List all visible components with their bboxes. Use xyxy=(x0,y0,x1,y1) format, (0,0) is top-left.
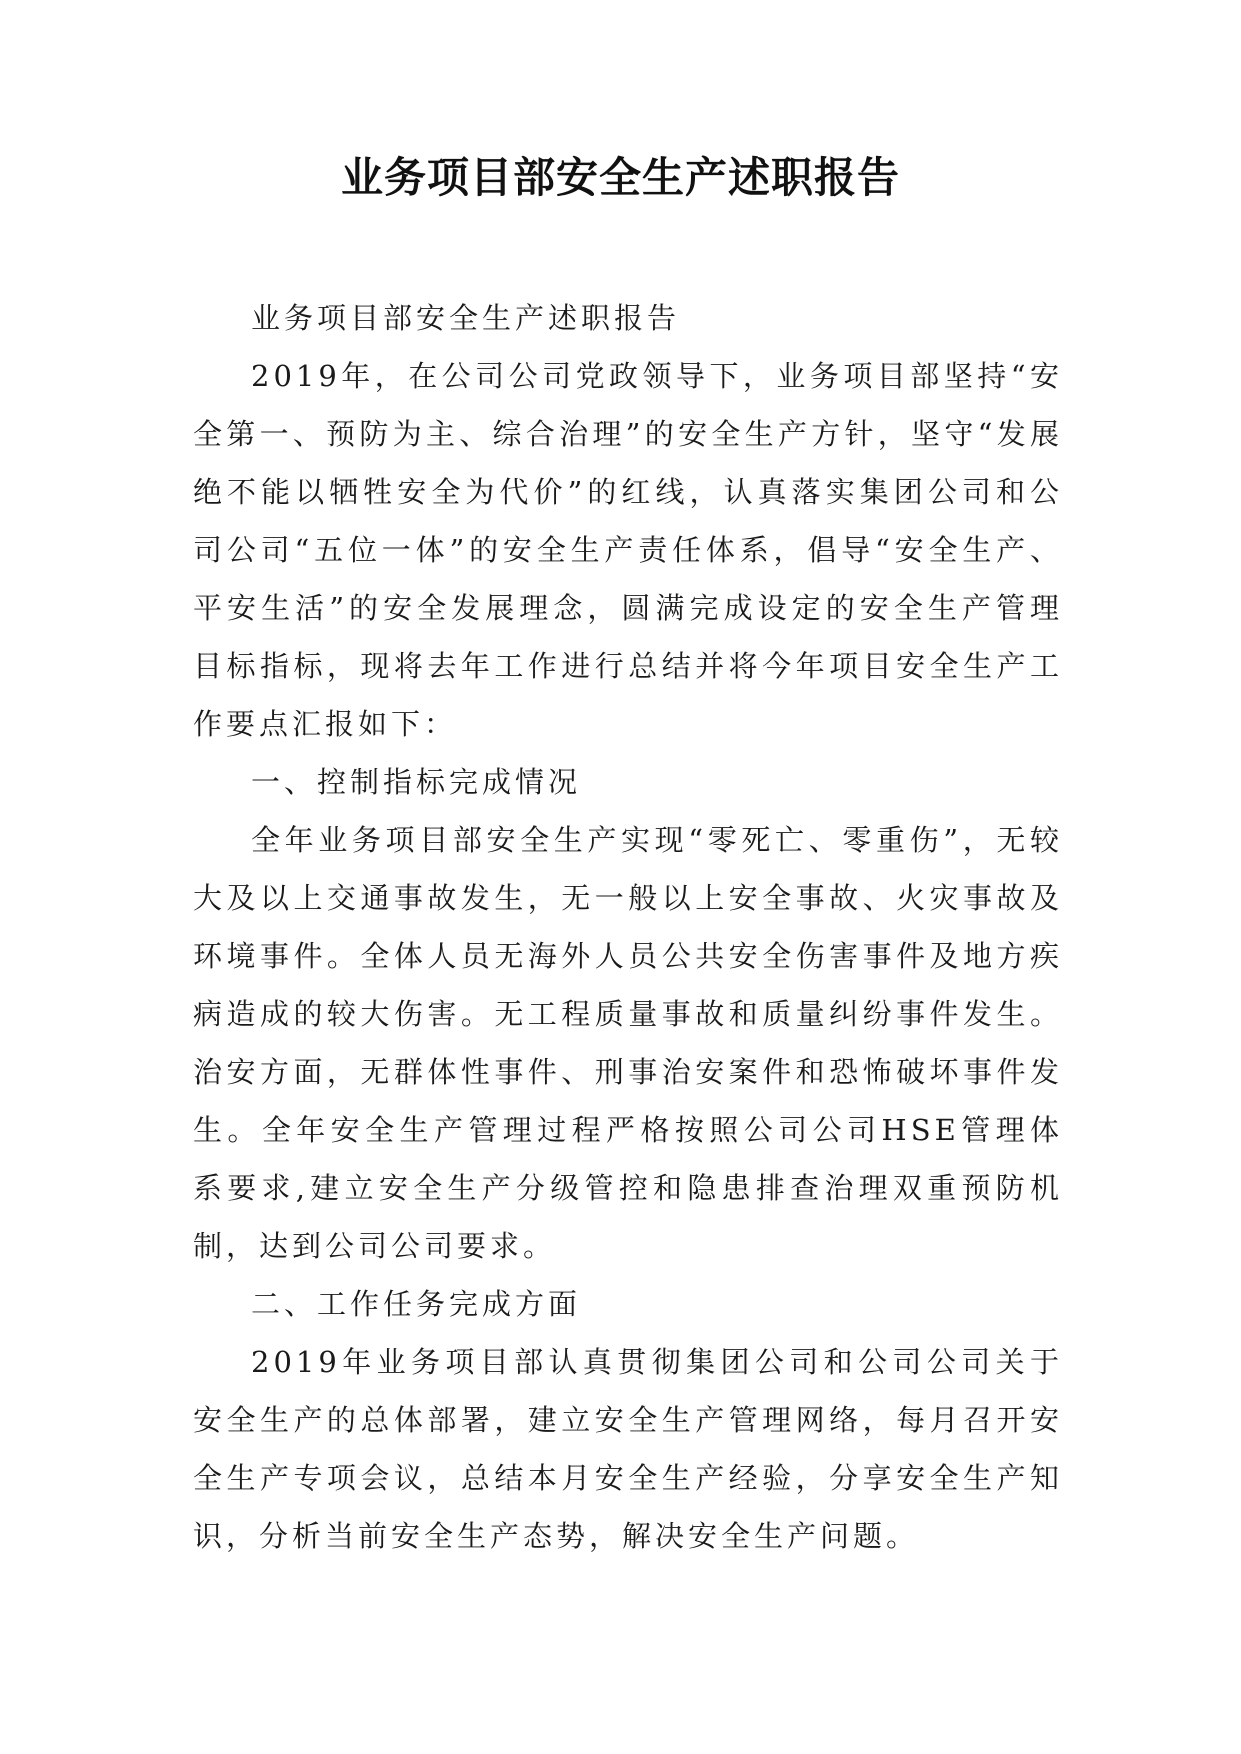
document-title: 业务项目部安全生产述职报告 xyxy=(340,153,900,202)
paragraph-intro: 2019年，在公司公司党政领导下，业务项目部坚持“安全第一、预防为主、综合治理”的安全生产方针，坚守“发展绝不能以牺牲安全为代价”的红线，认真落实集团公司和公司公司“五位一体”的安全生产责任体系，倡导“安全生产、平安生活”的安全发展理念，圆满完成设定的安全生产管理目标指标，现将去年工作进行总结并将今年项目安全生产工作要点汇报如下： xyxy=(193,359,1063,741)
document-body xyxy=(193,289,1063,1565)
section-heading-2: 二、工作任务完成方面 xyxy=(251,1287,582,1321)
paragraph-indicators: 全年业务项目部安全生产实现“零死亡、零重伤”，无较大及以上交通事故发生，无一般以上安全事故、火灾事故及环境事件。全体人员无海外人员公共安全伤害事件及地方疾病造成的较大伤害。无工程质量事故和质量纠纷事件发生。治安方面，无群体性事件、刑事治安案件和恐怖破坏事件发生。全年安全生产管理过程严格按照公司公司HSE管理体系要求,建立安全生产分级管控和隐患排查治理双重预防机制，达到公司公司要求。 xyxy=(193,823,1063,1263)
paragraph-tasks: 2019年业务项目部认真贯彻集团公司和公司公司关于安全生产的总体部署，建立安全生产管理网络，每月召开安全生产专项会议，总结本月安全生产经验，分享安全生产知识，分析当前安全生产态势，解决安全生产问题。 xyxy=(193,1345,1063,1553)
paragraph-subtitle: 业务项目部安全生产述职报告 xyxy=(251,301,681,335)
section-heading-1: 一、控制指标完成情况 xyxy=(251,765,582,799)
